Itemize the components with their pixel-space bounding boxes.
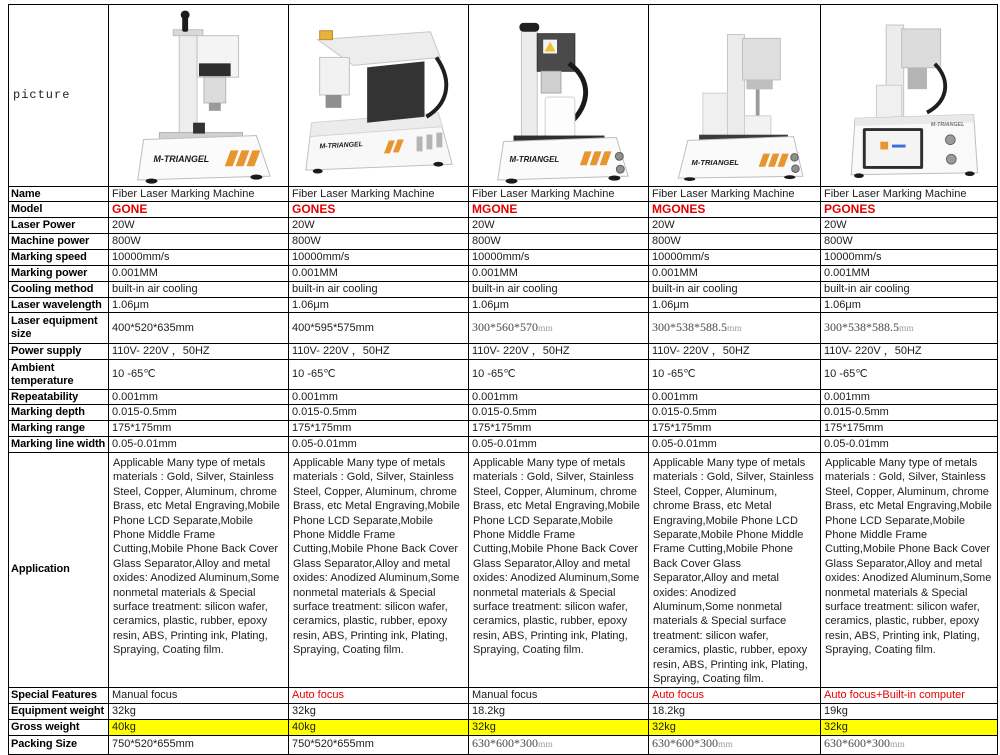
cell-text: 0.015-0.5mm [652,406,717,418]
spec-row-model [9,202,998,218]
cell-text: 32kg [824,720,848,733]
cell-text: 32kg [292,704,316,717]
spec-value-laser_power-mgone [469,218,649,234]
spec-value-marking_power-mgone [469,266,649,282]
cell-text: 175*175mm [292,422,352,434]
spec-value-laser_power-mgones [649,218,821,234]
cell-text: Fiber Laser Marking Machine [652,187,795,200]
spec-value-laser_wavelength-gone [109,298,289,313]
spec-value-cooling_method-pgones [821,282,998,298]
cell-text: Applicable Many type of metals materials : Gold, Silver, Stainless Steel, Copper, Aluminum, chrome Brass, etc Metal Engraving,Mobile Phone LCD Separate,Mobile Phone Middle Frame Cutting,Mobile Phone Back Cover Glass Separator,Alloy and metal oxides: Anodized Aluminum,Some nonmetal materials & Special surface treatment: silicon wafer, ceramics, plastic, rubber, epoxy resin, ABS, Printing ink, Plating, Spraying, Coating film. [825,457,992,657]
spec-value-ambient_temperature-mgone [469,360,649,390]
spec-value-cooling_method-gone [109,282,289,298]
row-label-name: Name [9,187,109,202]
spec-row-laser_power [9,218,998,234]
cell-text: Auto focus [652,688,704,701]
cell-text: GONE [112,201,148,216]
cell-text: built-in air cooling [824,283,910,295]
cell-text: 0.05-0.01mm [292,438,357,450]
cell-text: 10 -65℃ [472,368,516,380]
machine-illustration-pgones [822,6,997,185]
cell-text: 0.05-0.01mm [824,438,889,450]
spec-value-application-gones [289,453,469,688]
row-label-laser_wavelength: Laser wavelength [9,298,109,313]
cell-text: 1.06μm [652,298,689,311]
spec-value-repeatability-gones [289,390,469,405]
spec-value-marking_range-gones [289,421,469,437]
cell-text: 10000mm/s [112,251,170,263]
spec-value-machine_power-mgone [469,234,649,250]
spec-row-gross_weight [9,719,998,735]
cell-text: 20W [652,219,675,231]
spec-value-marking_range-pgones [821,421,998,437]
cell-text: built-in air cooling [652,283,738,295]
cell-text: 0.05-0.01mm [472,438,537,450]
cell-text: 800W [824,235,853,247]
spec-value-ambient_temperature-mgones [649,360,821,390]
cell-text: 1.06μm [292,298,329,311]
spec-value-cooling_method-mgones [649,282,821,298]
spec-row-equipment_weight [9,703,998,719]
machine-illustration-mgone [470,6,648,185]
spec-value-name-gones [289,187,469,202]
spec-value-laser_power-gones [289,218,469,234]
cell-text: 10 -65℃ [824,368,868,380]
laser-head [319,57,349,95]
spec-value-marking_speed-mgone [469,250,649,266]
spec-value-special_features-gone [109,687,289,703]
spec-value-repeatability-pgones [821,390,998,405]
cell-text: 0.015-0.5mm [472,406,537,418]
spec-value-laser_power-pgones [821,218,998,234]
spec-value-gross_weight-mgone [469,719,649,735]
spec-value-marking_power-gone [109,266,289,282]
spec-value-marking_line_width-mgones [649,437,821,453]
spec-value-model-mgones [649,202,821,218]
unit-label: mm [727,323,742,334]
spec-row-special_features [9,687,998,703]
row-label-marking_range: Marking range [9,421,109,437]
spec-value-marking_speed-pgones [821,250,998,266]
spec-value-laser_wavelength-gones [289,298,469,313]
row-label-machine_power: Machine power [9,234,109,250]
row-label-marking_line_width: Marking line width [9,437,109,453]
cell-text: 800W [472,235,501,247]
row-label-power_supply: Power supply [9,344,109,360]
machine-illustration-mgones [650,6,820,185]
cell-text: 10000mm/s [472,251,530,263]
cell-text: 630*600*300mm [824,736,905,750]
spec-value-ambient_temperature-gone [109,360,289,390]
cell-text: 20W [292,219,315,231]
brand-logo-text: M-TRIANGEL [930,122,964,129]
spec-table-sheet [8,4,998,755]
spec-row-laser_wavelength [9,298,998,313]
spec-value-packing_size-pgones [821,735,998,754]
spec-value-marking_line_width-pgones [821,437,998,453]
laser-head [901,29,940,68]
spec-value-power_supply-mgones [649,344,821,360]
cell-text: 630*600*300mm [472,736,553,750]
spec-value-marking_line_width-gones [289,437,469,453]
cell-text: Applicable Many type of metals materials : Gold, Silver, Stainless Steel, Copper, Aluminum, chrome Brass, etc Metal Engraving,Mobile Phone LCD Separate,Mobile Phone Middle Frame Cutting,Mobile Phone Back Cover Glass Separator,Alloy and metal oxides: Anodized Aluminum,Some nonmetal materials & Special surface treatment: silicon wafer, ceramics, plastic, rubber, epoxy resin, ABS, Printing ink, Plating, Spraying, Coating film. [293,457,460,657]
row-label-marking_speed: Marking speed [9,250,109,266]
spec-row-packing_size [9,735,998,754]
cell-text: Auto focus [292,688,344,701]
cell-text: 175*175mm [652,422,712,434]
cell-text: MGONES [652,201,706,216]
cell-text: 10 -65℃ [652,368,696,380]
spec-value-application-gone [109,453,289,688]
picture-row [9,5,998,187]
row-label-laser_power: Laser Power [9,218,109,234]
cell-text: 175*175mm [112,422,172,434]
spec-value-gross_weight-gone [109,719,289,735]
product-photo-mgones [649,5,821,187]
row-label-laser_equipment_size: Laser equipment size [9,313,109,344]
spec-value-special_features-mgones [649,687,821,703]
cell-text: 0.001MM [292,267,338,279]
row-label-application: Application [9,453,109,688]
row-label-marking_depth: Marking depth [9,405,109,421]
spec-row-cooling_method [9,282,998,298]
cell-text: 1.06μm [472,298,509,311]
cell-text: Manual focus [112,688,178,701]
cell-text: Applicable Many type of metals materials : Gold, Silver, Stainless Steel, Copper, Aluminum, chrome Brass, etc Metal Engraving,Mobile Phone LCD Separate,Mobile Phone Middle Frame Cutting,Mobile Phone Back Cover Glass Separator,Alloy and metal oxides: Anodized Aluminum,Some nonmetal materials & Special surface treatment: silicon wafer, ceramics, plastic, rubber, epoxy resin, ABS, Printing ink, Plating, Spraying, Coating film. [473,457,640,657]
row-label-packing_size: Packing Size [9,735,109,754]
product-photo-gones [289,5,469,187]
spec-value-name-gone [109,187,289,202]
dark-tower [367,61,424,122]
machine-illustration-gone [110,6,288,185]
cell-text: 10 -65℃ [112,368,156,380]
cell-text: 10 -65℃ [292,368,336,380]
spec-value-marking_range-gone [109,421,289,437]
spec-value-model-gones [289,202,469,218]
spec-value-laser_equipment_size-pgones [821,313,998,344]
spec-row-marking_power [9,266,998,282]
cell-text: 0.001MM [112,267,158,279]
product-photo-gone [109,5,289,187]
product-photo-mgone [469,5,649,187]
spec-row-ambient_temperature [9,360,998,390]
spec-value-marking_depth-gones [289,405,469,421]
cell-text: 0.001mm [472,390,518,403]
row-label-marking_power: Marking power [9,266,109,282]
spec-row-laser_equipment_size [9,313,998,344]
spec-value-power_supply-mgone [469,344,649,360]
unit-label: mm [890,740,905,750]
cell-text: 0.015-0.5mm [292,406,357,418]
spec-value-power_supply-gone [109,344,289,360]
spec-value-equipment_weight-gones [289,703,469,719]
cell-text: 20W [824,219,847,231]
cell-text: Applicable Many type of metals materials : Gold, Silver, Stainless Steel, Copper, Aluminum, chrome Brass, etc Metal Engraving,Mobile Phone LCD Separate,Mobile Phone Middle Frame Cutting,Mobile Phone Back Cover Glass Separator,Alloy and metal oxides: Anodized Aluminum,Some nonmetal materials & Special surface treatment: silicon wafer, ceramics, plastic, rubber, epoxy resin, ABS, Printing ink, Plating, Spraying, Coating film. [113,457,280,657]
cell-text: 32kg [472,720,496,733]
cell-text: 400*595*575mm [292,321,374,334]
cell-text: 19kg [824,704,848,717]
cell-text: Auto focus+Built-in computer [824,688,965,701]
spec-value-laser_equipment_size-gones [289,313,469,344]
brand-logo-text: M-TRIANGEL [318,141,363,151]
spec-row-marking_line_width [9,437,998,453]
spec-value-repeatability-gone [109,390,289,405]
cell-text: 32kg [652,720,676,733]
cell-text: 18.2kg [652,704,686,717]
spec-value-equipment_weight-gone [109,703,289,719]
cell-text: 800W [292,235,321,247]
spec-value-marking_line_width-mgone [469,437,649,453]
picture-label: picture [13,88,71,102]
cell-text: 630*600*300mm [652,736,733,750]
spec-value-ambient_temperature-gones [289,360,469,390]
spec-value-equipment_weight-mgones [649,703,821,719]
picture-row-label [9,5,109,187]
spec-value-power_supply-pgones [821,344,998,360]
cell-text: 300*560*570mm [472,319,553,334]
row-label-special_features: Special Features [9,687,109,703]
machine-illustration-gones [290,6,468,185]
row-label-model: Model [9,202,109,218]
spec-value-marking_depth-mgone [469,405,649,421]
spec-value-machine_power-gone [109,234,289,250]
spec-value-model-pgones [821,202,998,218]
brand-logo-text: M-TRIANGEL [509,155,559,165]
spec-value-marking_range-mgones [649,421,821,437]
cell-text: 300*538*588.5mm [824,319,914,334]
spec-value-laser_wavelength-pgones [821,298,998,313]
cell-text: 110V- 220V ，50HZ [112,345,210,357]
spec-value-special_features-gones [289,687,469,703]
spec-value-machine_power-pgones [821,234,998,250]
spec-value-equipment_weight-mgone [469,703,649,719]
product-photo-pgones [821,5,998,187]
cell-text: 750*520*655mm [112,738,194,750]
cell-text: Applicable Many type of metals materials : Gold, Silver, Stainless Steel, Copper, Aluminum, chrome Brass, etc Metal Engraving,Mobile Phone LCD Separate,Mobile Phone Middle Frame Cutting,Mobile Phone Back Cover Glass Separator,Alloy and metal oxides: Anodized Aluminum,Some nonmetal materials & Special surface treatment: silicon wafer, ceramics, plastic, rubber, epoxy resin, ABS, Printing ink, Plating, Spraying, Coating film. [653,457,814,686]
unit-label: mm [538,323,553,334]
cell-text: built-in air cooling [112,283,198,295]
spec-value-gross_weight-mgones [649,719,821,735]
brand-logo-text: M-TRIANGEL [691,157,739,167]
spec-value-laser_equipment_size-gone [109,313,289,344]
spec-row-power_supply [9,344,998,360]
spec-value-laser_equipment_size-mgones [649,313,821,344]
row-label-repeatability: Repeatability [9,390,109,405]
cell-text: 10000mm/s [824,251,882,263]
spec-value-marking_depth-mgones [649,405,821,421]
spec-value-repeatability-mgones [649,390,821,405]
work-object [545,97,575,139]
cell-text: 10000mm/s [652,251,710,263]
spec-row-repeatability [9,390,998,405]
spec-value-name-mgones [649,187,821,202]
cell-text: 10000mm/s [292,251,350,263]
cell-text: 1.06μm [112,298,149,311]
cell-text: built-in air cooling [292,283,378,295]
spec-row-machine_power [9,234,998,250]
spec-row-marking_range [9,421,998,437]
spec-value-application-mgones [649,453,821,688]
spec-table [8,4,998,755]
spec-value-gross_weight-pgones [821,719,998,735]
spec-value-marking_depth-pgones [821,405,998,421]
spec-value-repeatability-mgone [469,390,649,405]
cell-text: 110V- 220V ，50HZ [824,345,922,357]
cell-text: MGONE [472,201,518,216]
unit-label: mm [899,323,914,334]
cell-text: 32kg [112,704,136,717]
cell-text: Fiber Laser Marking Machine [472,187,615,200]
cell-text: 18.2kg [472,704,506,717]
spec-value-special_features-pgones [821,687,998,703]
spec-value-ambient_temperature-pgones [821,360,998,390]
cell-text: 40kg [292,720,316,733]
spec-row-name [9,187,998,202]
spec-value-machine_power-mgones [649,234,821,250]
spec-value-laser_wavelength-mgones [649,298,821,313]
laser-head [742,38,780,80]
cell-text: 0.05-0.01mm [112,438,177,450]
cell-text: Fiber Laser Marking Machine [292,187,435,200]
spec-value-cooling_method-gones [289,282,469,298]
spec-value-marking_speed-gones [289,250,469,266]
spec-row-marking_speed [9,250,998,266]
spec-value-model-mgone [469,202,649,218]
spec-value-marking_power-pgones [821,266,998,282]
spec-value-gross_weight-gones [289,719,469,735]
cell-text: 0.001mm [824,390,870,403]
cell-text: 110V- 220V ，50HZ [292,345,390,357]
spec-value-application-pgones [821,453,998,688]
cell-text: 0.001mm [292,390,338,403]
spec-value-marking_speed-gone [109,250,289,266]
cell-text: 40kg [112,720,136,733]
cell-text: 0.001mm [652,390,698,403]
cell-text: 20W [112,219,135,231]
cell-text: GONES [292,201,336,216]
spec-value-power_supply-gones [289,344,469,360]
brand-logo-text: M-TRIANGEL [153,154,209,165]
spec-row-application [9,453,998,688]
row-label-equipment_weight: Equipment weight [9,703,109,719]
cell-text: built-in air cooling [472,283,558,295]
unit-label: mm [718,740,733,750]
cell-text: 0.05-0.01mm [652,438,717,450]
row-label-cooling_method: Cooling method [9,282,109,298]
cell-text: 110V- 220V ，50HZ [652,345,750,357]
cell-text: 800W [652,235,681,247]
cell-text: 175*175mm [824,422,884,434]
spec-value-marking_line_width-gone [109,437,289,453]
spec-value-cooling_method-mgone [469,282,649,298]
spec-value-packing_size-mgones [649,735,821,754]
cell-text: 800W [112,235,141,247]
spec-value-marking_power-gones [289,266,469,282]
spec-value-name-mgone [469,187,649,202]
spec-value-laser_power-gone [109,218,289,234]
cell-text: 750*520*655mm [292,738,374,750]
spec-value-marking_range-mgone [469,421,649,437]
spec-value-laser_equipment_size-mgone [469,313,649,344]
cell-text: 175*175mm [472,422,532,434]
cell-text: 20W [472,219,495,231]
cell-text: Fiber Laser Marking Machine [824,187,967,200]
cell-text: 110V- 220V ，50HZ [472,345,570,357]
cell-text: 0.015-0.5mm [824,406,889,418]
spec-value-machine_power-gones [289,234,469,250]
spec-value-name-pgones [821,187,998,202]
row-label-ambient_temperature: Ambient temperature [9,360,109,390]
spec-value-packing_size-gones [289,735,469,754]
cell-text: 0.001MM [472,267,518,279]
spec-value-equipment_weight-pgones [821,703,998,719]
spec-value-packing_size-mgone [469,735,649,754]
spec-value-marking_depth-gone [109,405,289,421]
spec-value-marking_power-mgones [649,266,821,282]
spec-value-laser_wavelength-mgone [469,298,649,313]
cell-text: Manual focus [472,688,538,701]
spec-value-packing_size-gone [109,735,289,754]
cell-text: PGONES [824,201,876,216]
spec-value-marking_speed-mgones [649,250,821,266]
cell-text: 300*538*588.5mm [652,319,742,334]
cell-text: 0.001mm [112,390,158,403]
cell-text: 0.001MM [824,267,870,279]
cell-text: Fiber Laser Marking Machine [112,187,255,200]
cell-text: 400*520*635mm [112,321,194,334]
spec-value-special_features-mgone [469,687,649,703]
cell-text: 1.06μm [824,298,861,311]
row-label-gross_weight: Gross weight [9,719,109,735]
unit-label: mm [538,740,553,750]
spec-value-application-mgone [469,453,649,688]
cell-text: 0.001MM [652,267,698,279]
spec-row-marking_depth [9,405,998,421]
cell-text: 0.015-0.5mm [112,406,177,418]
spec-value-model-gone [109,202,289,218]
